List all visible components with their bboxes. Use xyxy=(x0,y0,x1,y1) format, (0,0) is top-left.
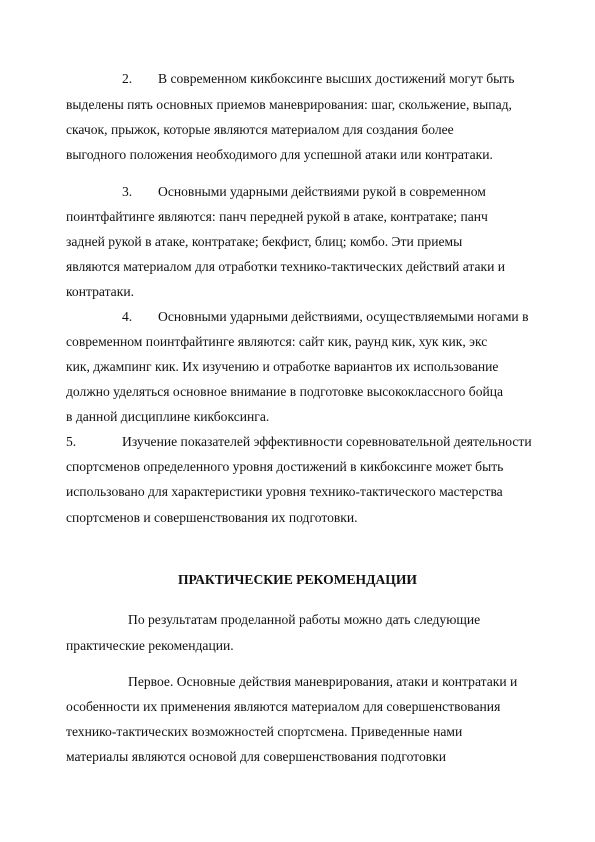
paragraph-line: В современном кикбоксинге высших достижений могут быть xyxy=(158,71,515,86)
paragraph-line: контратаки. xyxy=(66,284,134,299)
paragraph-number: 2. xyxy=(122,71,133,86)
paragraph-line: По результатам проделанной работы можно дать следующие xyxy=(128,612,481,627)
section-heading: ПРАКТИЧЕСКИЕ РЕКОМЕНДАЦИИ xyxy=(177,572,418,587)
paragraph-line: спортсменов и совершенствования их подготовки. xyxy=(66,510,358,525)
paragraph-line: выделены пять основных приемов маневрирования: шаг, скольжение, выпад, xyxy=(66,97,512,112)
paragraph-line: использовано для характеристики уровня технико-тактического мастерства xyxy=(66,484,503,499)
paragraph-line: являются материалом для отработки технико-тактических действий атаки и xyxy=(66,259,506,274)
paragraph-line: особенности их применения являются материалом для совершенствования xyxy=(66,699,501,714)
paragraph-line: Основными ударными действиями рукой в современном xyxy=(158,184,486,199)
paragraph-line: скачок, прыжок, которые являются материалом для создания более xyxy=(66,122,454,137)
paragraph-line: Первое. Основные действия маневрирования, атаки и контратаки и xyxy=(128,674,518,689)
paragraph-line: спортсменов определенного уровня достижений в кикбоксинге может быть xyxy=(66,459,504,474)
paragraph-line: должно уделяться основное внимание в подготовке высококлассного бойца xyxy=(66,384,504,399)
paragraph-line: практические рекомендации. xyxy=(66,638,234,653)
paragraph-number: 4. xyxy=(122,309,133,324)
paragraph-line: кик, джампинг кик. Их изучению и отработке вариантов их использование xyxy=(66,359,499,374)
paragraph-line: современном поинтфайтинге являются: сайт кик, раунд кик, хук кик, экс xyxy=(66,334,488,349)
paragraph-line: задней рукой в атаке, контратаке; бекфист, блиц; комбо. Эти приемы xyxy=(66,234,463,249)
paragraph-line: выгодного положения необходимого для успешной атаки или контратаки. xyxy=(66,147,493,162)
paragraph-line: технико-тактических возможностей спортсмена. Приведенные нами xyxy=(66,724,463,739)
paragraph-number: 5. xyxy=(66,434,77,449)
paragraph-number: 3. xyxy=(122,184,133,199)
paragraph-line: поинтфайтинге являются: панч передней рукой в атаке, контратаке; панч xyxy=(66,209,488,224)
paragraph-line: в данной дисциплине кикбоксинга. xyxy=(66,409,270,424)
paragraph-line: Изучение показателей эффективности соревновательной деятельности xyxy=(122,434,532,449)
paragraph-line: материалы являются основой для совершенствования подготовки xyxy=(66,749,447,764)
paragraph-line: Основными ударными действиями, осуществляемыми ногами в xyxy=(158,309,529,324)
